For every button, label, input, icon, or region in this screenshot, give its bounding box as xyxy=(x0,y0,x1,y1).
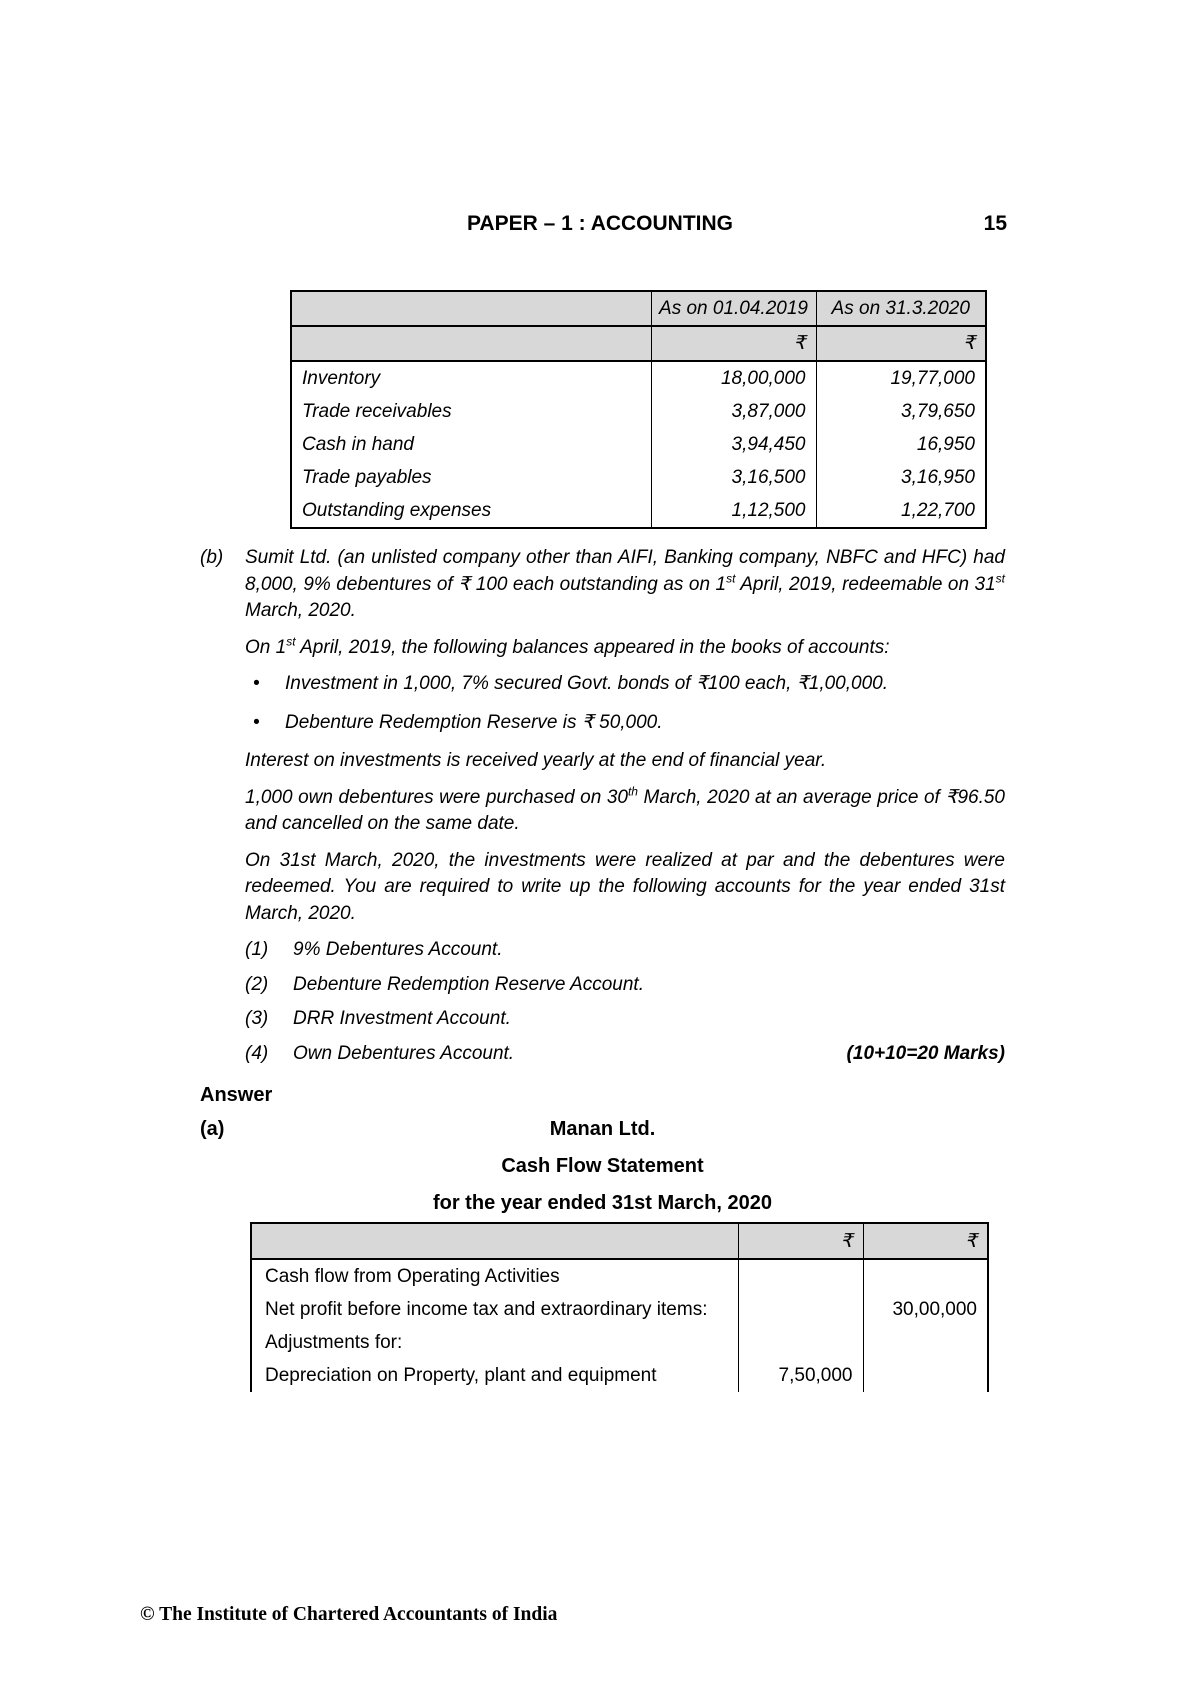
bullet-text: Debenture Redemption Reserve is ₹ 50,000. xyxy=(285,711,663,733)
list-number: (3) xyxy=(245,1008,269,1029)
row-value: 1,12,500 xyxy=(651,494,816,528)
rupee-symbol: ₹ xyxy=(816,326,986,361)
row-value: 3,87,000 xyxy=(651,395,816,428)
bullet-icon: • xyxy=(253,711,260,733)
bullet-item xyxy=(253,710,1005,737)
row-value xyxy=(738,1293,863,1326)
row-label: Inventory xyxy=(291,361,651,395)
cashflow-table xyxy=(250,1222,989,1392)
list-text: 9% Debentures Account. xyxy=(293,939,503,960)
row-label: Trade payables xyxy=(291,461,651,494)
row-value: 16,950 xyxy=(816,428,986,461)
column-header: As on 31.3.2020 xyxy=(816,291,986,326)
paragraph: On 1st April, 2019, the following balances appeared in the books of accounts: xyxy=(245,634,890,658)
paragraph: 1,000 own debentures were purchased on 30th March, 2020 at an average price of ₹96.50 and cancelled on the same date. xyxy=(245,784,1005,834)
list-text: Debenture Redemption Reserve Account. xyxy=(293,973,644,995)
row-value: 30,00,000 xyxy=(863,1293,988,1326)
list-item xyxy=(245,937,1005,964)
paragraph: On 31st March, 2020, the investments were realized at par and the debentures were redeemed. You are required to write up the following accounts for the year ended 31st March, 2020. xyxy=(245,849,1005,924)
paragraph: Interest on investments is received yearly at the end of financial year. xyxy=(245,750,827,771)
empty-cell xyxy=(251,1223,738,1259)
row-value xyxy=(738,1259,863,1293)
footer-copyright: © The Institute of Chartered Accountants of India xyxy=(140,1604,558,1625)
table-row xyxy=(291,428,986,461)
page-title: PAPER – 1 : ACCOUNTING xyxy=(466,212,734,235)
question-b xyxy=(200,545,1005,1075)
page-number: 15 xyxy=(983,212,1007,235)
row-label: Adjustments for: xyxy=(251,1326,738,1359)
statement-title: Cash Flow Statement xyxy=(501,1155,704,1177)
list-item xyxy=(245,1041,1005,1068)
row-label: Depreciation on Property, plant and equipment xyxy=(251,1359,738,1392)
table-row xyxy=(291,361,986,395)
row-label: Cash in hand xyxy=(291,428,651,461)
empty-cell xyxy=(291,326,651,361)
row-value: 18,00,000 xyxy=(651,361,816,395)
list-text: DRR Investment Account. xyxy=(293,1008,511,1029)
list-item xyxy=(245,1006,1005,1033)
marks-label: (10+10=20 Marks) xyxy=(846,1042,1005,1064)
answer-part-row xyxy=(0,1117,1191,1141)
answer-heading: Answer xyxy=(200,1084,273,1106)
row-value: 19,77,000 xyxy=(816,361,986,395)
paragraph: Sumit Ltd. (an unlisted company other than AIFI, Banking company, NBFC and HFC) had 8,000, 9% debentures of ₹ 100 each outstanding as on 1st April, 2019, redeemable on 31st March, 2020. xyxy=(245,547,1006,621)
part-label: (a) xyxy=(200,1118,225,1140)
table-row xyxy=(251,1326,988,1359)
bullet-text: Investment in 1,000, 7% secured Govt. bonds of ₹100 each, ₹1,00,000. xyxy=(285,673,888,694)
row-label: Net profit before income tax and extraordinary items: xyxy=(251,1293,738,1326)
company-name: Manan Ltd. xyxy=(549,1118,656,1140)
bullet-icon: • xyxy=(253,673,260,694)
row-label: Cash flow from Operating Activities xyxy=(251,1259,738,1293)
currency-row xyxy=(251,1223,988,1259)
table-row xyxy=(291,395,986,428)
rupee-symbol: ₹ xyxy=(651,326,816,361)
column-header: As on 01.04.2019 xyxy=(651,291,816,326)
table-row xyxy=(251,1293,988,1326)
row-value: 1,22,700 xyxy=(816,494,986,528)
row-value: 7,50,000 xyxy=(738,1359,863,1392)
row-value: 3,16,500 xyxy=(651,461,816,494)
question-label: (b) xyxy=(200,547,224,568)
list-text: Own Debentures Account. xyxy=(293,1042,515,1064)
question-text xyxy=(245,545,1005,1075)
balances-table xyxy=(290,290,987,529)
page-body xyxy=(0,290,1191,1392)
table-row xyxy=(291,494,986,528)
table-row xyxy=(291,461,986,494)
row-value xyxy=(738,1326,863,1359)
table-row xyxy=(251,1259,988,1293)
row-value: 3,94,450 xyxy=(651,428,816,461)
list-number: (4) xyxy=(245,1042,269,1064)
statement-period: for the year ended 31st March, 2020 xyxy=(432,1192,773,1214)
rupee-symbol: ₹ xyxy=(738,1223,863,1259)
list-number: (2) xyxy=(245,973,269,995)
rupee-symbol: ₹ xyxy=(863,1223,988,1259)
list-number: (1) xyxy=(245,939,269,960)
currency-row xyxy=(291,326,986,361)
row-value: 3,79,650 xyxy=(816,395,986,428)
row-label: Trade receivables xyxy=(291,395,651,428)
row-label: Outstanding expenses xyxy=(291,494,651,528)
row-value: 3,16,950 xyxy=(816,461,986,494)
list-item xyxy=(245,972,1005,999)
empty-cell xyxy=(291,291,651,326)
row-value xyxy=(863,1259,988,1293)
table-header-row xyxy=(291,291,986,326)
row-value xyxy=(863,1326,988,1359)
row-value xyxy=(863,1359,988,1392)
bullet-item xyxy=(253,671,1005,698)
table-row xyxy=(251,1359,988,1392)
